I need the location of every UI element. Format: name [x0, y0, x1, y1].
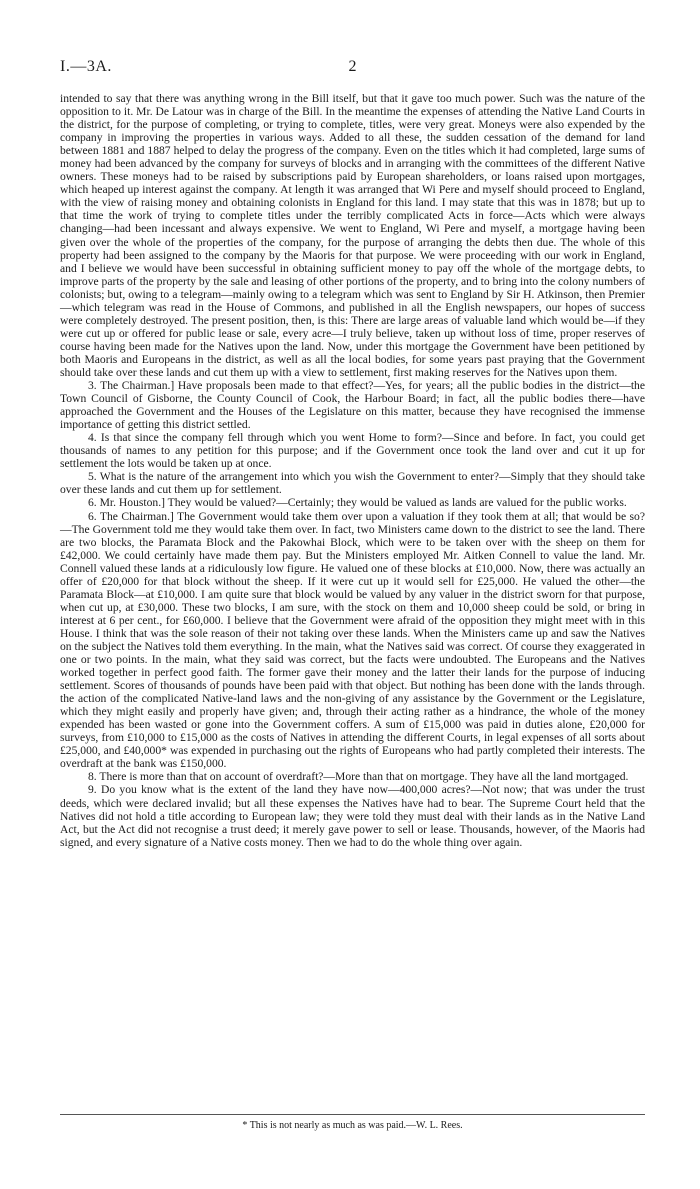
footnote-divider [60, 1114, 645, 1115]
paragraph: 9. Do you know what is the extent of the land they have now—400,000 acres?—Not now; that was under the trust deeds, which were declared invalid; but all these expenses the Natives have had to bear. The Supreme Court held that the Natives did not hold a title according to European law; they were told they must deal with their lands as in the Native Land Act, but the Act did not recognise a trust deed; it merely gave power to sell or lease. Thousands, however, of the Maoris had signed, and every signature of a Native costs money. Then we had to do the whole thing over again. [60, 783, 645, 849]
paragraph: 4. Is that since the company fell through which you went Home to form?—Since and before. In fact, you could get thousands of names to any petition for this purpose; and if the Government once took the land over and cut it up for settlement the lots would be taken up at once. [60, 431, 645, 471]
footnote: * This is not nearly as much as was paid.—W. L. Rees. [242, 1120, 463, 1131]
paragraph: intended to say that there was anything wrong in the Bill itself, but that it gave too much power. Such was the nature of the opposition to it. Mr. De Latour was in charge of the Bill. In the meantime the expenses of attending the Native Land Courts in the district, for the purpose of completing, or trying to complete, titles, were very great. Moneys were also expended by the company in improving the properties in various ways. Added to all these, the sudden cessation of the demand for land between 1881 and 1887 helped to delay the progress of the company. Even on the titles which it had completed, large sums of money had been advanced by the company for surveys of blocks and in arranging with the committees of the different Native owners. These moneys had to be raised by subscriptions paid by European shareholders, or loans raised upon mortgages, which heaped up interest against the company. At length it was arranged that Wi Pere and myself should proceed to England, with the view of raising money and obtaining colonists in England for this land. I may state that this was in 1878; but up to that time the work of trying to complete titles under the terribly complicated Acts in force—Acts which were always changing—had been incessant and always expensive. We went to England, Wi Pere and myself, a mortgage having been given over the whole of the properties of the company, for the purpose of arranging the debts then due. The whole of this property had been assigned to the company by the Maoris for that purpose. We were proceeding with our work in England, and I believe we would have been successful in obtaining sufficient money to pay off the whole of the mortgage debts, to improve parts of the property by the sale and leasing of other portions of the property, and to bring into the colony numbers of colonists; but, owing to a telegram—mainly owing to a telegram which was sent to England by Sir H. Atkinson, then Premier—which telegram was read in the House of Commons, and published in all the English newspapers, our hopes of success were completely destroyed. The present position, then, is this: There are large areas of valuable land which would be—if they were cut up or offered for public lease or sale, every acre—I truly believe, taken up without loss of time, proper reserves of course having been made for the Natives upon the land. Now, under this mortgage the Government have been petitioned by both Maoris and Europeans in the district, as well as all the local bodies, for some years past praying that the Government should take over these lands and cut them up with a view to settlement, first making reserves for the Natives upon them. [60, 92, 645, 379]
body-text [60, 92, 645, 849]
paragraph: 5. What is the nature of the arrangement into which you wish the Government to enter?—Simply that they should take over these lands and cut them up for settlement. [60, 470, 645, 497]
paragraph: 3. The Chairman.] Have proposals been made to that effect?—Yes, for years; all the public bodies in the district—the Town Council of Gisborne, the County Council of Cook, the Harbour Board; in fact, all the public bodies there—have approached the Government and the Houses of the Legislature on this matter, because they have recognised the immense importance of getting this district settled. [60, 379, 645, 432]
page-number: 2 [348, 58, 357, 75]
page-header [60, 58, 645, 82]
paragraph: 6. Mr. Houston.] They would be valued?—Certainly; they would be valued as lands are valued for the public works. [88, 496, 627, 510]
document-reference: I.—3A. [60, 58, 112, 75]
paragraph: 6. The Chairman.] The Government would take them over upon a valuation if they took them at all; that would be so?—The Government told me they would take them over. In fact, two Ministers came down to the district to see the land. There are two blocks, the Paramata Block and the Pakowhai Block, which were to be taken over with the sheep on them for £42,000. We could certainly have made them pay. But the Ministers employed Mr. Aitken Connell to value the land. Mr. Connell valued these lands at a ridiculously low figure. He valued one of these blocks at £10,000. Now, there was actually an offer of £20,000 for that block without the sheep. If it were cut up it would sell for £25,000. He valued the other—the Paramata Block—at £10,000. I am quite sure that block would be valued by any valuer in the district sworn for that purpose, when cut up, at £30,000. These two blocks, I am sure, with the stock on them and 10,000 sheep could be sold, or bring in interest at 6 per cent., for £60,000. I believe that the Government were afraid of the opposition they might meet with in this House. I think that was the sole reason of their not taking over these lands. When the Ministers came up and saw the Natives on the subject the Natives told them everything. In the main, what the Natives said was correct. Of course they exaggerated in one or two points. In the main, what they said was correct, but the facts were undoubted. The Europeans and the Natives worked together in perfect good faith. The former gave their money and the latter their lands for the purpose of inducing settlement. Scores of thousands of pounds have been paid with that object. But nothing has been done with the lands through. the action of the complicated Native-land laws and the non-giving of any assistance by the Government or the Legislature, which they might easily and properly have given; and, through their acting rather as a hindrance, the whole of the money expended has been wasted or gone into the Government coffers. A sum of £15,000 was paid in duties alone, £20,000 for surveys, from £10,000 to £15,000 as the costs of Natives in attending the different Courts, in legal expenses of all sorts about £25,000, and £40,000* was expended in purchasing out the rights of Europeans who had partly completed their interests. The overdraft at the bank was £150,000. [60, 509, 645, 771]
paragraph: 8. There is more than that on account of overdraft?—More than that on mortgage. They have all the land mortgaged. [88, 770, 629, 784]
